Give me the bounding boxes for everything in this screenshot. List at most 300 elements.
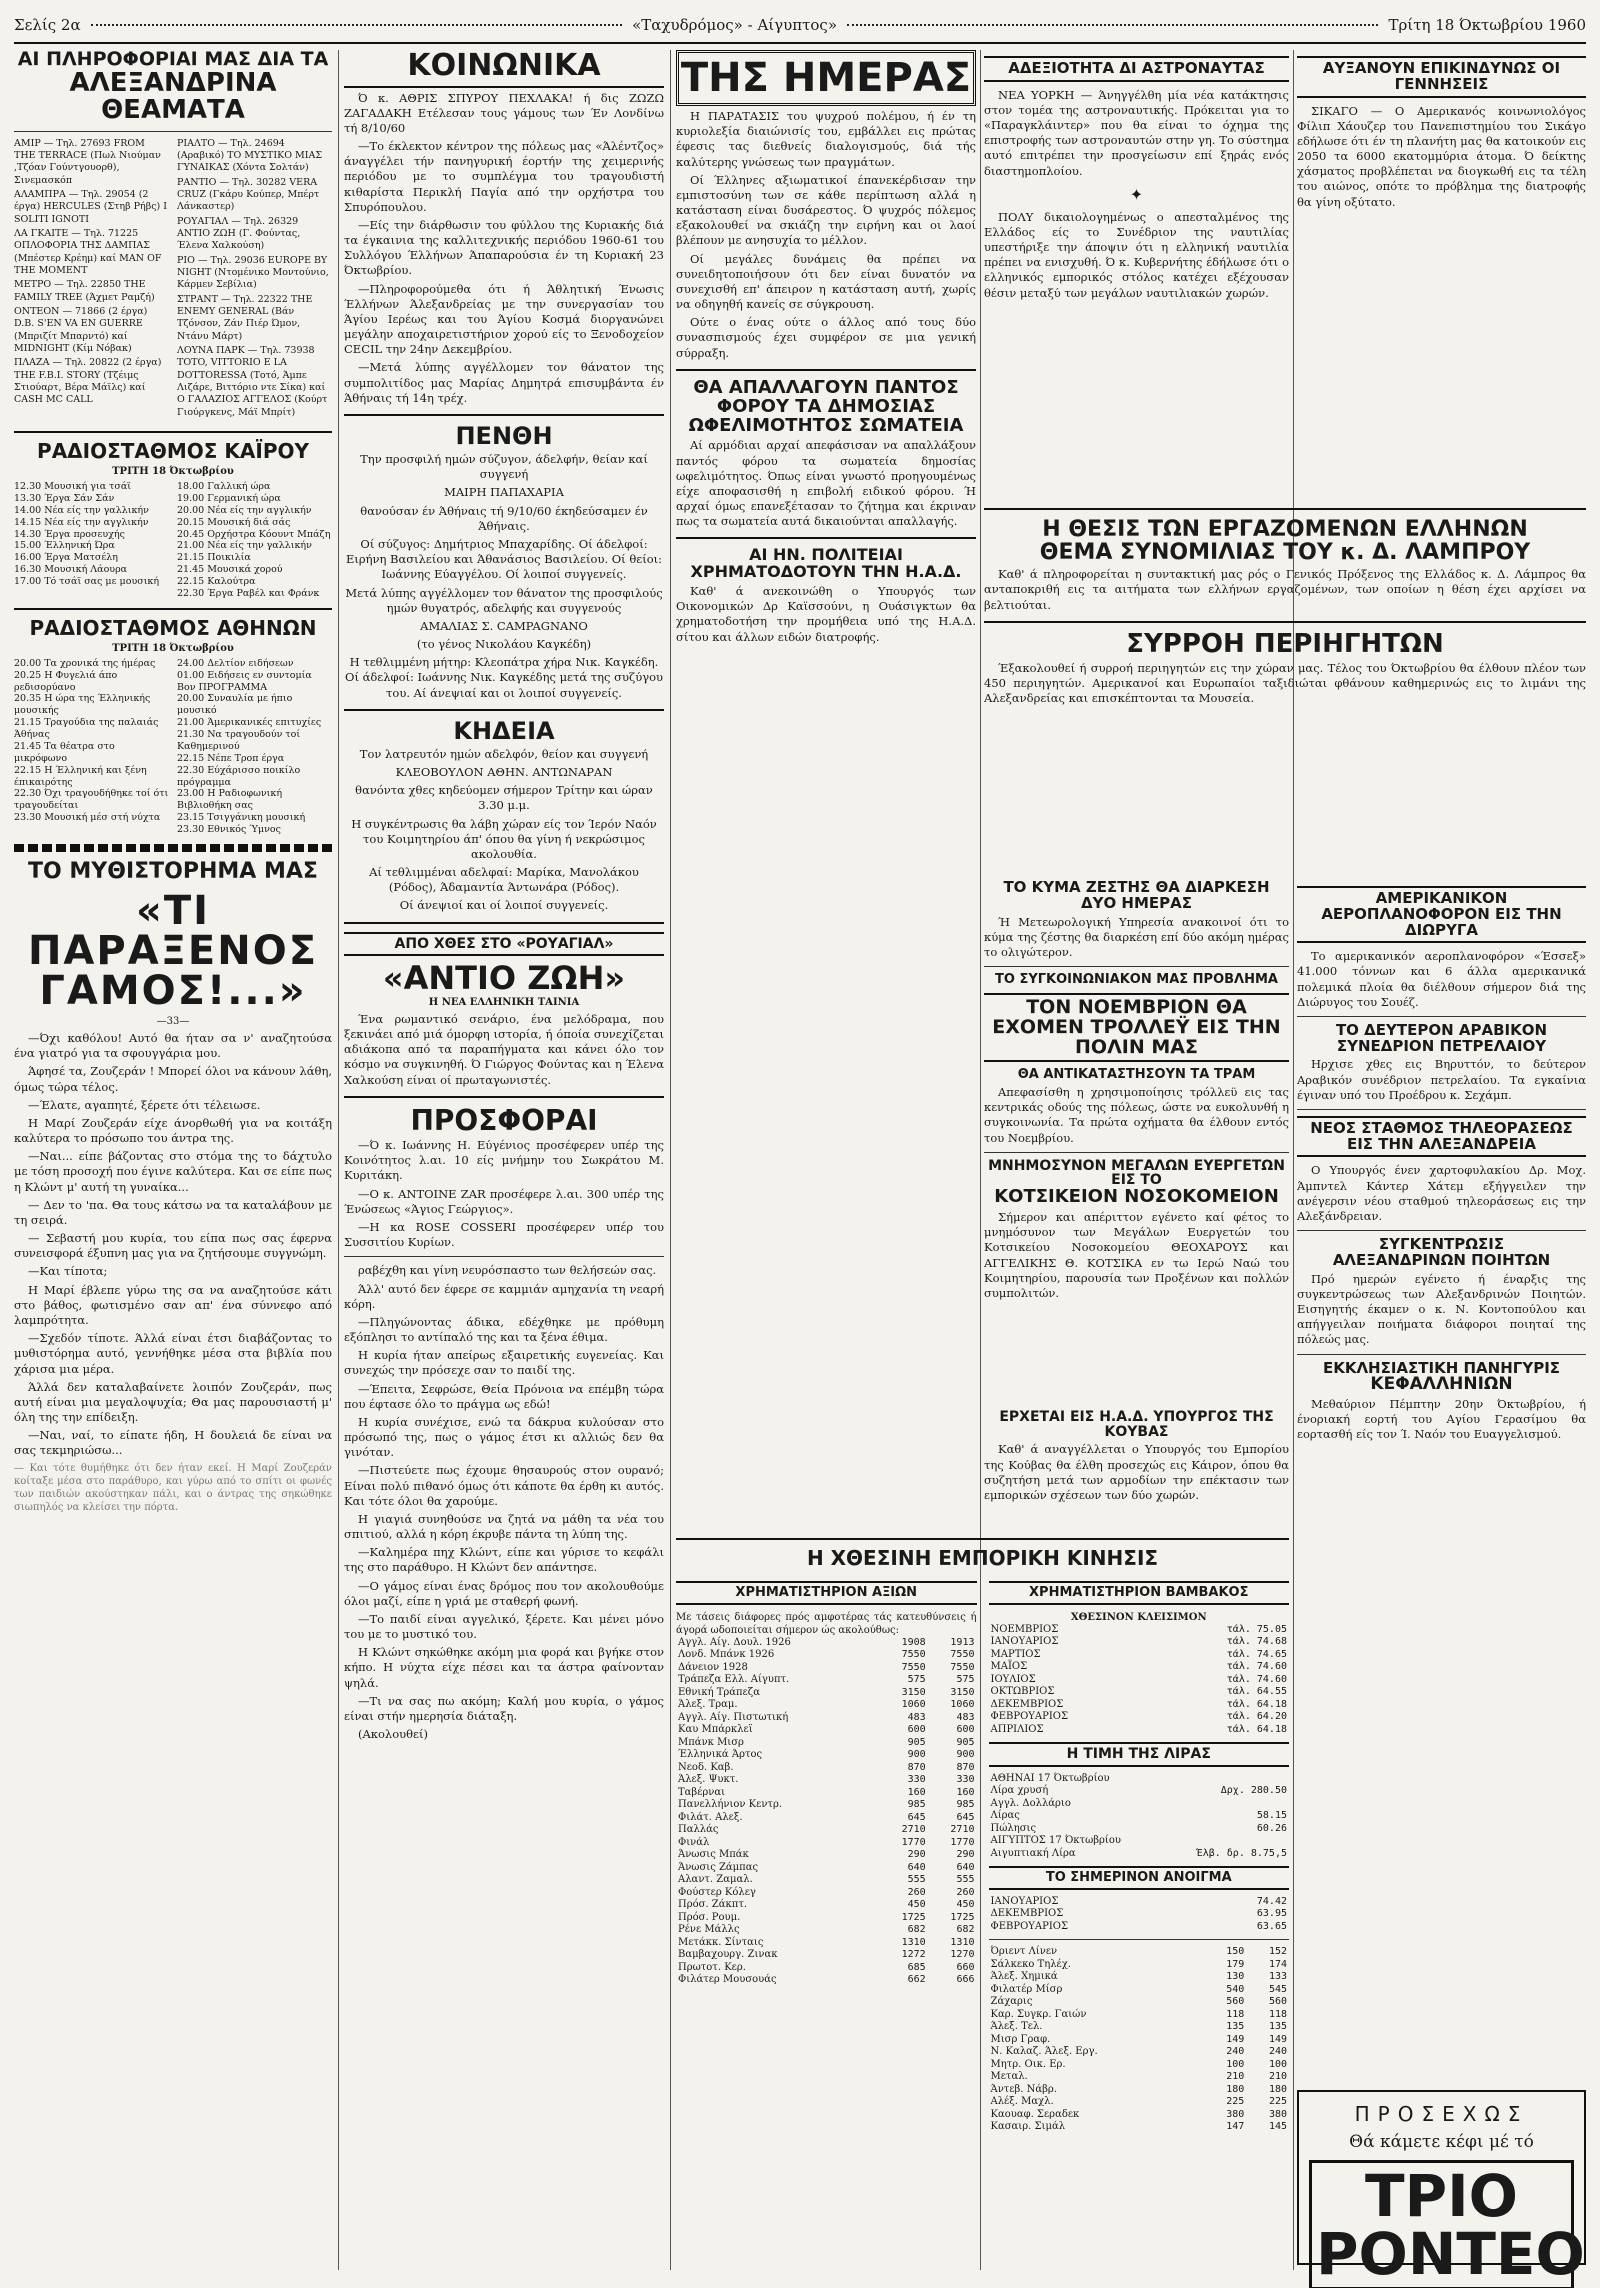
row-label: Καυ Μπάρκλεϊ	[678, 1724, 753, 1736]
row-value: 3150	[950, 1686, 975, 1698]
radio-program: 20.00 Νέα είς την αγγλικήν	[177, 504, 312, 516]
cotton-table	[989, 1624, 1290, 1737]
row-value: 682	[956, 1924, 975, 1936]
stock-row	[676, 1937, 977, 1950]
tourists-text: Έξακολουθεί ή συρροή περιηγητών εις την χώραν μας. Τέλος του Όκτωβρίου θα έλθουν πλέον των 450 περιηγητών. Αμερικανοί και Ευρωπαίοι ταξιδιώται φθάνουν καθημερινώς εις το λιμάνι της Αλεξανδρείας και επισκέπτονται τα Μουσεία.	[984, 661, 1586, 706]
social-note: —Πληροφορούμεθα ότι ή Άθλητική Ένωσις Έλλήνων Άλεξανδρείας με την συνεργασίαν του Άγίου Ιερέως και του Άγίου Κοσμά διοργανώνει μεγάλην αποχαιρετιστήριον χορού είς το Ξενοδοχείον CECIL την 24ην Δεκεμβρίου.	[344, 281, 664, 357]
row-value: 240	[1226, 2046, 1245, 2058]
mourning-line: ΑΜΑΛΙΑΣ Σ. CAMPAGNANO	[420, 618, 588, 633]
cotton-subtitle: ΧΘΕΣΙΝΟΝ ΚΛΕΙΣΙΜΟΝ	[1070, 1611, 1207, 1623]
novel-paragraph: —Σχεδόν τίποτε. Άλλά είναι έτσι διαβάζοντας το μυθιστόρημα αυτό, γεννήθηκε μέσα στα βιβλία που χάρισα μια μέρα.	[14, 1331, 332, 1376]
cotton-row	[989, 1636, 1290, 1649]
stock-row	[989, 2121, 1290, 2134]
theatre-entry: ΟΝΤΕΟΝ — 71866 (2 έργα) D.B. S'EN VA EN GUERRE (Μπριζίτ Μπαρντό) καί MIDNIGHT (Κίμ Νόβακ)	[14, 306, 148, 355]
lira-row	[989, 1823, 1290, 1836]
koinonika-body	[344, 91, 664, 406]
novel-paragraph: —Πληγώνοντας άδικα, εδέχθηκε με πρόθυμη εξόπλησι το αντίπαλό της και τα ξένα έθιμα.	[344, 1314, 664, 1345]
novel-paragraph: —Έπειτα, Σεφρώσε, Θεία Πρόνοια να επέμβη τώρα που έφτασε όλο το πράγμα ως εδώ!	[344, 1381, 664, 1411]
funeral-line: Η συγκέντρωσις θα λάβη χώραν είς τον Ίερόν Ναόν του Κοιμητηρίου άπ' όπου θα γίνη ή νεκρώσιμος ακολουθία.	[351, 816, 657, 861]
stock-row	[989, 2109, 1290, 2122]
stock-row	[676, 1974, 977, 1987]
row-value: 100	[1268, 2058, 1287, 2070]
opening-row	[989, 1921, 1290, 1934]
theatres-left	[14, 138, 169, 422]
cuba-text: Καθ' ά αναγγέλλεται ο Υπουργός του Εμπορίου της Κούβας θα έλθη προσεχώς εις Κάιρον, όπου θα συζητήση μετά των αρμοδίων την επέκτασιν των εμπορικών σχέσεων των δύο χωρών.	[984, 1442, 1289, 1502]
row-label: Αγγλ. Αίγ. Πιστωτική	[678, 1711, 789, 1723]
row-value: 666	[956, 1974, 975, 1986]
novel-paragraph: Η κυρία συνέχισε, ενώ τα δάκρυα κυλούσαν στο πρόσωπό της, πως ο γάμος έτσι κι αλλιώς δεν θα γινόταν.	[344, 1414, 664, 1460]
row-label: Παλλάς	[678, 1824, 719, 1836]
theatre-entry: ΑΜΙΡ — Τηλ. 27693 FROM THE TERRACE (Πωλ Νιούμαν ,Τζόαν Γούντγουορθ), Σινεμασκόπ	[14, 137, 161, 186]
radio-program: 24.00 Δελτίον ειδήσεων	[177, 657, 294, 669]
row-label: Φιλατέρ Μίσρ	[990, 1983, 1063, 1995]
tax-headline: ΘΑ ΑΠΑΛΛΑΓΟΥΝ ΠΑΝΤΟΣ ΦΟΡΟΥ ΤΑ ΔΗΜΟΣΙΑΣ ΩΦΕΛΙΜΟΤΗΤΟΣ ΣΩΜΑΤΕΙΑ	[688, 376, 964, 436]
row-label: Σάλκεκο Τηλέχ.	[990, 1958, 1071, 1970]
row-value: 905	[907, 1736, 926, 1748]
novel-paragraph: —Πιστεύετε πως έχουμε θησαυρούς στον ουρανό; Είναι πολύ πιθανό όμως ότι κάποτε θα έρθη κι αυτός. Και τότε όλοι θα χαρούμε.	[344, 1463, 664, 1508]
oil-headline: ΤΟ ΔΕΥΤΕΡΟΝ ΑΡΑΒΙΚΟΝ ΣΥΝΕΔΡΙΟΝ ΠΕΤΡΕΛΑΙΟΥ	[1335, 1020, 1548, 1055]
row-label: Άνωσις Μπάκ	[678, 1849, 749, 1861]
divider	[676, 537, 976, 539]
radio-program: 18.00 Γαλλική ώρα	[177, 481, 271, 493]
row-value: 575	[907, 1674, 926, 1686]
opening-row	[989, 1908, 1290, 1921]
row-value: 149	[1268, 2033, 1287, 2045]
novel-body	[14, 1031, 332, 1458]
mourning-line: Μετά λύπης αγγέλλομεν τον θάνατον της προσφιλούς ημών θυγατρός, αδελφής και συγγενούς	[345, 585, 663, 615]
film-subtitle: Η ΝΕΑ ΕΛΛΗΝΙΚΗ ΤΑΙΝΙΑ	[428, 996, 580, 1008]
stock-row	[989, 2096, 1290, 2109]
row-label: Όριεντ Λίνεν	[990, 1946, 1058, 1958]
theatre-entry: ΜΕΤΡΟ — Τηλ. 22850 THE FAMILY TREE (Άχμετ Ραμζή)	[14, 279, 155, 303]
social-note: —Μετά λύπης αγγέλλομεν τον θάνατον της συμπολιτίδος μας Μαρίας Δημητρά επισυμβάντα έν Άθήναις τή 14η τρέχ.	[344, 360, 664, 405]
radio-cairo-date: ΤΡΙΤΗ 18 Όκτωβρίου	[112, 466, 234, 478]
novel-paragraph: —Ναι, ναί, το είπατε ήδη, Η δουλειά δε είναι να σας τεκμηριώσω...	[14, 1428, 332, 1458]
row-value: 450	[907, 1899, 926, 1911]
carrier-headline: ΑΜΕΡΙΚΑΝΙΚΟΝ ΑΕΡΟΠΛΑΝΟΦΟΡΟΝ ΕΙΣ ΤΗΝ ΔΙΩΡΥΓΑ	[1297, 886, 1586, 943]
row-label: Πρωτοτ. Κερ.	[678, 1961, 746, 1973]
row-label: ΙΑΝΟΥΑΡΙΟΣ	[990, 1895, 1059, 1907]
row-value: 7550	[901, 1661, 926, 1673]
stock-row	[676, 1724, 977, 1737]
radio-program: 16.30 Μουσική Λάουρα	[14, 564, 128, 576]
row-value: τάλ. 64.18	[1226, 1723, 1287, 1735]
row-value: 7550	[950, 1661, 975, 1673]
row-value: 560	[1268, 1996, 1287, 2008]
row-label: Φούστερ Κόλεγ	[678, 1886, 756, 1898]
opening-table	[989, 1896, 1290, 1934]
births-headline: ΑΥΞΑΝΟΥΝ ΕΠΙΚΙΝΔΥΝΩΣ ΟΙ ΓΕΝΝΗΣΕΙΣ	[1297, 56, 1586, 98]
tram-text: Απεφασίσθη η χρησιμοποίησις τρόλλεϋ εις τας κεντρικάς οδούς της πόλεως, ώστε να ευκολυνθή η συγκοινωνία. Τα πρώτα οχήματα θα έλθουν εντός του Νοεμβρίου.	[984, 1085, 1289, 1145]
row-label: Μπάνκ Μισρ	[678, 1736, 744, 1748]
radio-program: 12.30 Μουσική για τσάϊ	[14, 481, 132, 493]
stock-row	[989, 1946, 1290, 1959]
row-value: 483	[956, 1711, 975, 1723]
cotton-row	[989, 1699, 1290, 1712]
mourning-line: (το γένος Νικολάου Καγκέδη)	[416, 637, 592, 652]
memorial-headline-1: ΜΝΗΜΟΣΥΝΟΝ ΜΕΓΑΛΩΝ ΕΥΕΡΓΕΤΩΝ ΕΙΣ ΤΟ	[988, 1157, 1285, 1189]
divider	[984, 1152, 1289, 1153]
radio-program: 22.15 Νέπε Τροπ έργα	[177, 752, 285, 764]
radio-program: 22.30 Εύχάρισσο ποικίλο πρόγραμμα	[177, 764, 301, 788]
editorial-title: ΤΗΣ ΗΜΕΡΑΣ	[676, 50, 976, 106]
divider	[344, 709, 664, 711]
radio-program: 15.00 Έλληνική Ώρα	[14, 540, 115, 552]
row-label: Ν. Καλαζ. Άλεξ. Εργ.	[990, 2046, 1098, 2058]
mourning-line: Οί σύζυγος: Δημήτριος Μπαχαρίδης. Οί άδελφοί: Ειρήνη Βασιλείου και Άθανάσιος Βασιλείου. Οί θείοι: Ιωάννης Εύαγγέλου. Οί λοιποί συγγενείς.	[345, 536, 663, 582]
row-label: ΟΚΤΩΒΡΙΟΣ	[990, 1686, 1055, 1698]
novel-paragraph: Άφησέ τα, Ζουζεράν ! Μπορεί όλοι να κάνουν λάθη, όμως τώρα τέλος.	[14, 1064, 332, 1094]
lira-row	[989, 1848, 1290, 1861]
stock-row	[676, 1687, 977, 1700]
stock-row	[989, 2021, 1290, 2034]
row-label: Δάνειον 1928	[678, 1661, 748, 1673]
row-label: Φιλάτερ Μουσουάς	[678, 1974, 777, 1986]
column-5	[1297, 50, 1586, 490]
kideia-title: ΚΗΔΕΙΑ	[453, 716, 555, 745]
row-value: 290	[907, 1849, 926, 1861]
row-value: 662	[907, 1974, 926, 1986]
row-value: 3150	[901, 1686, 926, 1698]
column-3	[676, 50, 976, 648]
row-value: 985	[956, 1799, 975, 1811]
row-value: 985	[907, 1799, 926, 1811]
divider	[676, 369, 976, 371]
donation-note: —Ο κ. ANTOINE ZAR προσέφερε λ.αι. 300 υπέρ της Ένώσεως «Άγιος Γεώργιος».	[344, 1186, 664, 1216]
stock-row	[676, 1774, 977, 1787]
cuba-headline: ΕΡΧΕΤΑΙ ΕΙΣ Η.Α.Δ. ΥΠΟΥΡΓΟΣ ΤΗΣ ΚΟΥΒΑΣ	[999, 1410, 1274, 1440]
funeral-line: ΚΛΕΟΒΟΥΛΟΝ ΑΘΗΝ. ΑΝΤΩΝΑΡΑΝ	[395, 765, 613, 780]
row-value: 870	[907, 1761, 926, 1773]
prosfores-title: ΠΡΟΣΦΟΡΑΙ	[410, 1103, 598, 1137]
radio-program: 20.15 Μουσική διά σάς	[177, 516, 291, 528]
stock-row	[989, 2059, 1290, 2072]
opening-row	[989, 1896, 1290, 1909]
row-value: τάλ. 74.60	[1226, 1673, 1287, 1685]
radio-program: 22.30 Έργα Ραβέλ και Φράνκ	[177, 587, 320, 599]
column-separator	[670, 50, 671, 2270]
theatres-kicker: ΑΙ ΠΛΗΡΟΦΟΡΙΑΙ ΜΑΣ ΔΙΑ ΤΑ	[17, 50, 329, 70]
row-label: Ταβέρναι	[678, 1786, 726, 1798]
stocks-title: ΧΡΗΜΑΤΙΣΤΗΡΙΟΝ ΑΞΙΩΝ	[676, 1581, 977, 1605]
row-label: Ζάχαρις	[990, 1996, 1033, 2008]
funeral-line: Αί τεθλιμμέναι αδελφαί: Μαρίκα, Μανολάκου (Ρόδος), Άδαμαντία Άντωνάρα (Ρόδος).	[369, 865, 639, 895]
row-label: ΦΕΒΡΟΥΑΡΙΟΣ	[990, 1711, 1069, 1723]
row-value: 1725	[950, 1911, 975, 1923]
novel-paragraph: — Σεβαστή μου κυρία, του είπα πως σας έφερνα συνεισφορά έξυπνη μας για να ζητήσουμε συγγνώμη.	[14, 1231, 332, 1261]
theatre-entry: ΡΑΝΤΙΟ — Τηλ. 30282 VERA CRUZ (Γκάρυ Κούπερ, Μπέρτ Λάνκαστερ)	[177, 176, 320, 213]
row-value: 540	[1226, 1983, 1245, 1995]
church-headline-2: ΚΕΦΑΛΛΗΝΙΩΝ	[1370, 1374, 1513, 1395]
row-label: Άλεξ. Τελ.	[990, 2021, 1043, 2033]
row-label: ΜΑΡΤΙΟΣ	[990, 1648, 1041, 1660]
radio-program: 19.00 Γερμανική ώρα	[177, 492, 281, 504]
penthi-title: ΠΕΝΘΗ	[455, 421, 553, 450]
koinonika-title: ΚΟΙΝΩΝΙΚΑ	[344, 50, 664, 88]
workers-section	[984, 500, 1586, 870]
lira-title: Η ΤΙΜΗ ΤΗΣ ΛΙΡΑΣ	[989, 1742, 1290, 1767]
row-label: Λίρα χρυσή	[990, 1785, 1049, 1797]
radio-program: 20.25 Η Φυγελιά άπο ρεδισορύανο	[14, 669, 118, 693]
row-label: Μεταλ.	[990, 2071, 1028, 2083]
radio-program: 21.00 Νέα είς την γαλλικήν	[177, 540, 312, 552]
stock-row	[676, 1762, 977, 1775]
stock-row	[676, 1674, 977, 1687]
astronaut-text: ΝΕΑ ΥΟΡΚΗ — Άνηγγέλθη μία νέα κατάκτησις στον τομέα της αστροναυτικής. Πρόκειται για το «Παραγκλάιντερ» που θα είναι το όχημα της επιστροφής των αστροναυτών στην γη. Το σύστημα αυτό επιτρέπει την προσγείωσιν επί ξηράς ενός διαστημοπλοίου.	[984, 87, 1289, 178]
penthi-body	[344, 452, 664, 701]
row-value: 560	[1226, 1996, 1245, 2008]
stock-row	[676, 1699, 977, 1712]
novel-paragraph: — Δεν το 'πα. Θα τους κάτσω να τα καταλάβουν με τη σειρά.	[14, 1197, 332, 1227]
divider	[989, 1939, 1290, 1940]
row-value: 1060	[950, 1699, 975, 1711]
shipping-text: ΠΟΛΥ δικαιολογημένως ο απεσταλμένος της Ελλάδος είς το Συνέδριον της ναυτιλίας υπεστήριξε την άποψιν ότι η ελληνική ναυτιλία πρέπει να ενισχυθή. Ό κ. Κυβερνήτης έδήλωσε ότι ο ελληνικός εμπορικός στόλος κατέχει εξέχουσαν θέσιν μεταξύ των μεγάλων ναυτιλιακών χωρών.	[984, 209, 1289, 300]
divider	[344, 414, 664, 416]
donation-note: —Η κα ROSE COSSERI προσέφερεν υπέρ του Συσσιτίου Κυρίων.	[344, 1220, 664, 1250]
stocks-column	[676, 1575, 977, 2134]
radio-program: Βον ΠΡΟΓΡΑΜΜΑ	[177, 681, 268, 693]
novel-paragraph: Άλλ' αυτό δεν έφερε σε καμμιάν αμηχανία τη νεαρή κόρη.	[344, 1281, 664, 1311]
divider	[14, 608, 332, 610]
kideia-body	[344, 747, 664, 914]
divider	[1297, 1230, 1586, 1231]
theatre-entry: ΡΙΑΛΤΟ — Τηλ. 24694 (Αραβικό) ΤΟ ΜΥΣΤΙΚΟ ΜΙΑΣ ΓΥΝΑΙΚΑΣ (Χόντα Σολτάν)	[177, 137, 323, 174]
prosfores-body	[344, 1138, 664, 1250]
row-value: 225	[1268, 2096, 1287, 2108]
radio-cairo-right	[177, 481, 332, 600]
row-value: τάλ. 74.60	[1226, 1661, 1287, 1673]
row-value: 147	[1226, 2121, 1245, 2133]
novel-paragraph: Η κυρία ήταν απείρως εξαιρετικής ευγενείας. Και συνεχώς την πρόσεχε σαν το παιδί της.	[344, 1348, 664, 1378]
radio-program: 21.30 Να τραγουδούν τοί Καθημερινού	[177, 729, 301, 752]
radio-cairo-left	[14, 481, 169, 600]
editorial-paragraph: Οί μεγάλες δυνάμεις θα πρέπει να συνειδητοποιήσουν ότι δεν είναι δυνατόν να συνεχισθή επ' άπειρον η κατάσταση αυτή, χωρίς να οδηγηθή κανείς σε σύγκρουση.	[676, 251, 976, 312]
funeral-line: θανόντα χθες κηδεύομεν σήμερον Τρίτην και ώραν 3.30 μ.μ.	[355, 783, 653, 813]
radio-program: 23.15 Τσιγγάνικη μουσική	[177, 812, 306, 824]
radio-program: 22.15 Η Έλληνική και ξένη έπικαιρότης	[14, 764, 147, 788]
row-value: 260	[907, 1886, 926, 1898]
row-value: 180	[1226, 2083, 1245, 2095]
row-value: 7550	[901, 1649, 926, 1661]
novel-paragraph: —Ο γάμος είναι ένας δρόμος που τον ακολουθούμε όλοι μαζί, είπε η γριά με σταθερή φωνή.	[344, 1578, 664, 1608]
row-value: 900	[956, 1749, 975, 1761]
row-value: 179	[1226, 1958, 1245, 1970]
row-value: 640	[956, 1861, 975, 1873]
novel-paragraph: Άλλά δεν καταλαβαίνετε λοιπόν Ζουζεράν, πως αυτή είναι μια μεγαλοψυχία; Θα μας παρουσιαστή μ' όλη της την επίδειξη.	[14, 1379, 332, 1425]
donation-note: —Ό κ. Ιωάννης Η. Εύγένιος προσέφερεν υπέρ της Κοινότητος λ.αι. 10 είς μνήμην του Σωκράτου Μ. Κυριτάκη.	[344, 1138, 664, 1183]
row-value: 100	[1226, 2058, 1245, 2070]
row-value: 1060	[901, 1699, 926, 1711]
radio-program: 23.30 Μουσική μέσ στή νύχτα	[14, 812, 161, 824]
tram-headline-2: ΤΟΝ ΝΟΕΜΒΡΙΟΝ ΘΑ ΕΧΟΜΕΝ ΤΡΟΛΛΕΫ ΕΙΣ ΤΗΝ ΠΟΛΙΝ ΜΑΣ	[984, 993, 1289, 1063]
tram-headline-3: ΘΑ ΑΝΤΙΚΑΤΑΣΤΗΣΟΥΝ ΤΑ ΤΡΑΜ	[1017, 1067, 1256, 1083]
divider	[984, 508, 1586, 510]
mourning-line: Την προσφιλή ημών σύζυγον, άδελφήν, θείαν καί συγγενή	[360, 452, 648, 482]
row-label: Πώλησις	[990, 1822, 1037, 1834]
stock-row	[989, 2009, 1290, 2022]
workers-headline-2: ΘΕΜΑ ΣΥΝΟΜΙΛΙΑΣ ΤΟΥ κ. Δ. ΛΑΜΠΡΟΥ	[1039, 540, 1531, 566]
row-label: Μετάκκ. Σίνταις	[678, 1936, 764, 1948]
mourning-line: θανούσαν έν Άθήναις τή 9/10/60 έκηδεύσαμεν έν Άθήναις.	[360, 503, 648, 533]
radio-athens-left	[14, 658, 169, 836]
radio-athens-right	[177, 658, 332, 836]
social-note: —Το έκλεκτον κέντρον της πόλεως μας «Άλέντζος» άναγγέλει τήν πανηγυρική έορτήν της χειμερινής περιόδου με το συμπλέγμα του τραγουδιστή κιθαρίστα Περικλή Παγία από την ορχήστρα του Σπυρόπουλου.	[344, 139, 664, 214]
editorial-body	[676, 109, 976, 361]
issue-date: Τρίτη 18 Όκτωβρίου 1960	[1388, 16, 1586, 34]
row-value: 180	[1268, 2083, 1287, 2095]
cotton-column	[989, 1575, 1290, 2134]
row-label: Καρ. Συγκρ. Γαιών	[990, 2008, 1087, 2020]
radio-athens-schedule	[14, 658, 332, 836]
radio-program: 14.30 Έργα προσευχής	[14, 528, 125, 540]
novel-paragraph: Η Κλώντ σηκώθηκε ακόμη μια φορά και βγήκε στον κήπο. Η νύχτα είχε πέσει και τα άστρα φαίνονταν ψηλά.	[344, 1645, 664, 1690]
ad-line-2: Θά κάμετε κέφι μέ τό	[1349, 2132, 1534, 2152]
lira-row	[989, 1810, 1290, 1823]
row-value: 118	[1268, 2008, 1287, 2020]
stock-row	[676, 1874, 977, 1887]
cotton-row	[989, 1711, 1290, 1724]
row-label: Εθνική Τράπεζα	[678, 1686, 760, 1698]
church-text: Μεθαύριον Πέμπτην 20ην Όκτωβρίου, ή ένοριακή εορτή του Αγίου Γερασίμου θα εορτασθή είς τον Ί. Ναόν του Ευαγγελισμού.	[1297, 1397, 1586, 1442]
radio-program: 23.00 Η Ραδιοφωνική Βιβλιοθήκη σας	[177, 788, 283, 812]
row-label: Αλαντ. Ζαμαλ.	[678, 1874, 753, 1886]
novel-paragraph: Η Μαρί Ζουζεράν είχε άνορθωθή για να κοιτάξη καλύτερα το πρόσωπο του άντρα της.	[14, 1115, 332, 1146]
row-label: Νεοδ. Καβ.	[678, 1761, 734, 1773]
row-value: 645	[956, 1811, 975, 1823]
row-value: τάλ. 64.55	[1226, 1686, 1287, 1698]
novel-paragraph: —Έλατε, αγαπητέ, ξέρετε ότι τέλειωσε.	[28, 1097, 261, 1112]
stock-row	[676, 1637, 977, 1650]
row-label: Αγγλ. Δολλάριο	[990, 1797, 1071, 1809]
novel-paragraph: —Όχι καθόλου! Αυτό θα ήταν σα ν' αναζητούσα ένα γιατρό για τα σφουγγάρια μου.	[14, 1031, 332, 1061]
theatre-entry: ΠΛΑΖΑ — Τηλ. 20822 (2 έργα) THE F.B.I. STORY (Τζέιμς Στιούαρτ, Βέρα Μάϊλς) καί CASH MC CALL	[14, 357, 162, 406]
row-value: 63.95	[1256, 1908, 1287, 1920]
row-value: 210	[1268, 2071, 1287, 2083]
church-headline-1: ΕΚΚΛΗΣΙΑΣΤΙΚΗ ΠΑΝΗΓΥΡΙΣ	[1322, 1358, 1561, 1377]
divider	[344, 1256, 664, 1257]
radio-program: 22.30 Όχι τραγουδήθηκε τοί ότι τραγουδείται	[14, 788, 169, 812]
divider	[344, 1096, 664, 1098]
astronaut-headline: ΑΔΕΞΙΟΤΗΤΑ ΔΙ ΑΣΤΡΟΝΑΥΤΑΣ	[984, 56, 1289, 82]
row-label: Μισρ Γραφ.	[990, 2033, 1051, 2045]
radio-program: 20.45 Ορχήστρα Κόουντ Μπάζη	[177, 528, 331, 540]
radio-program: 13.30 Έργα Σάν Σάν	[14, 492, 115, 504]
usa-text: Καθ' ά ανεκοινώθη ο Υπουργός των Οικονομικών Δρ Καϊσσούνι, η Ουάσιγκτων θα χρηματοδοτήση την προμήθεια υπό της Η.Α.Δ. σίτου και άλλων ειδών διατροφής.	[676, 584, 976, 644]
row-value: 545	[1268, 1983, 1287, 1995]
row-value: 330	[907, 1774, 926, 1786]
workers-text: Καθ' ά πληροφορείται η συντακτική μας ρός ο Γενικός Πρόξενος της Ελλάδος κ. Δ. Λάμπρος θα ανταποκριθή εις τα αιτήματα των ελλήνων εργαζομένων, των οποίων η θέση έχει αρχίσει να βελτιούται.	[984, 567, 1586, 612]
row-label: ΜΑΪΟΣ	[990, 1661, 1028, 1673]
cotton-title: ΧΡΗΜΑΤΙΣΤΗΡΙΟΝ ΒΑΜΒΑΚΟΣ	[989, 1581, 1290, 1605]
theatre-entry: ΛΟΥΝΑ ΠΑΡΚ — Τηλ. 73938 TOTO, VITTORIO E LA DOTTORESSA (Τοτό, Άμπε Λιζάρε, Βιττόριο ντε Σίκα) καί Ο ΓΑΛΑΖΙΟΣ ΑΓΓΕΛΟΣ (Κούρτ Γιούργκενς, Μάϊ Μπρίτ)	[177, 345, 328, 418]
row-value: 210	[1226, 2071, 1245, 2083]
column-separator	[1293, 50, 1294, 2270]
oil-text: Ηρχισε χθες εις Βηρυττόν, το δεύτερον Αραβικόν συνέδριον πετρελαίου. Τα εγκαίνια έγιναν υπό του Προέδρου κ. Σεχάμπ.	[1297, 1057, 1586, 1102]
row-value: 160	[956, 1786, 975, 1798]
theatre-entry: ΡΟΥΑΓΙΑΛ — Τηλ. 26329 ΑΝΤΙΟ ΖΩΗ (Γ. Φούντας, Έλενα Χαλκούση)	[177, 215, 301, 252]
cotton-row	[989, 1724, 1290, 1737]
column-1	[14, 50, 332, 1514]
radio-program: 22.15 Καλούτρα	[177, 576, 256, 588]
divider	[14, 431, 332, 433]
radio-program: 23.30 Εθνικός Ύμνος	[177, 824, 281, 836]
radio-cairo-title: ΡΑΔΙΟΣΤΑΘΜΟΣ ΚΑΪΡΟΥ	[37, 439, 309, 464]
theatres-right	[177, 138, 332, 422]
radio-program: 17.00 Τό τσάϊ σας με μουσική	[14, 576, 160, 588]
theatre-entry: ΑΛΑΜΠΡΑ — Τηλ. 29054 (2 έργα) HERCULES (Στηβ Ρήβς) I SOLITI IGNOTI	[14, 188, 168, 225]
row-value: 63.65	[1256, 1920, 1287, 1932]
mourning-line: Η τεθλιμμένη μήτηρ: Κλεοπάτρα χήρα Νικ. Καγκέδη. Οί άδελφοί: Ιωάννης Νικ. Καγκέδης μετά της συζύγου του. Αί άνεψιαί και οι λοιποί συγγενείς.	[345, 655, 663, 700]
row-value: 1770	[950, 1836, 975, 1848]
row-value: 682	[907, 1924, 926, 1936]
row-value: 174	[1268, 1958, 1287, 1970]
births-text: ΣΙΚΑΓΟ — Ο Αμερικανός κοινωνιολόγος Φίλιπ Χάουζερ του Πανεπιστημίου του Σικάγο εδήλωσε ότι έν τη πλανήτη μας θα κατοικούν εις 2050 τα 6000 εκατομμύρια άτομα. Ό δείκτης χάσματος προβλέπεται να διογκωθή εις τα τέλη του αιώνος, οπότε το πρόβλημα της διατροφής θα γίνη οξύτατο.	[1297, 103, 1586, 209]
row-label: Λονδ. Μπάνκ 1926	[678, 1649, 775, 1661]
usa-headline: ΑΙ ΗΝ. ΠΟΛΙΤΕΙΑΙ ΧΡΗΜΑΤΟΔΟΤΟΥΝ ΤΗΝ Η.Α.Δ.	[690, 545, 962, 582]
memorial-headline-2: ΚΟΤΣΙΚΕΙΟΝ ΝΟΣΟΚΟΜΕΙΟΝ	[994, 1186, 1279, 1208]
novel-episode: —33—	[156, 1016, 190, 1028]
stocks-table	[676, 1637, 977, 1987]
row-value: 7550	[950, 1649, 975, 1661]
workers-headline-1: Η ΘΕΣΙΣ ΤΩΝ ΕΡΓΑΖΟΜΕΝΩΝ ΕΛΛΗΝΩΝ	[1042, 517, 1528, 542]
radio-program: 20.00 Τα χρονικά της ήμέρας	[14, 657, 156, 669]
lira-row	[989, 1785, 1290, 1798]
row-value: 555	[956, 1874, 975, 1886]
markets-title: Η ΧΘΕΣΙΝΗ ΕΜΠΟΡΙΚΗ ΚΙΝΗΣΙΣ	[806, 1546, 1159, 1570]
stock-row	[676, 1824, 977, 1837]
row-value: 74.42	[1256, 1895, 1287, 1907]
tv-headline: ΝΕΟΣ ΣΤΑΘΜΟΣ ΤΗΛΕΟΡΑΣΕΩΣ ΕΙΣ ΤΗΝ ΑΛΕΞΑΝΔΡΕΙΑ	[1297, 1116, 1586, 1158]
row-value: Έλβ. δρ. 8.75,5	[1196, 1847, 1287, 1859]
cotton-row	[989, 1686, 1290, 1699]
stock-row	[676, 1887, 977, 1900]
row-label: ΝΟΕΜΒΡΙΟΣ	[990, 1623, 1059, 1635]
stock-row	[676, 1912, 977, 1925]
divider	[1297, 1016, 1586, 1017]
misc-stocks-table	[989, 1946, 1290, 2134]
row-value	[1165, 1773, 1289, 1786]
tax-text: Αί αρμόδιαι αρχαί απεφάσισαν να απαλλάξουν παντός φόρου τα σωματεία δημοσίας ωφελιμότητος. Όπως είναι γνωστό προηγουμένως είχε αποφασισθή η επιβολή ειδικού φόρου. Ή αρχαί όμως επανεξέτασαν το ζήτημα και έκριναν πως τα σωματεία αυτά δικαιούνται απαλλαγής.	[676, 438, 976, 529]
row-label: Πανελλήνιον Κεντρ.	[678, 1799, 782, 1811]
stock-row	[989, 2084, 1290, 2097]
decorative-bar	[14, 844, 332, 852]
stock-row	[989, 1971, 1290, 1984]
row-label: ΙΟΥΛΙΟΣ	[990, 1673, 1036, 1685]
markets-grid	[676, 1575, 1289, 2134]
row-label: Φινάλ	[678, 1836, 710, 1848]
ad-line-3: ΤΡΙΟ ΡΟΝΤΕΟ	[1309, 2160, 1574, 2288]
stock-row	[989, 1984, 1290, 1997]
novel-title: «ΤΙ ΠΑΡΑΞΕΝΟΣ ΓΑΜΟΣ!...»	[27, 888, 319, 1015]
stock-row	[676, 1962, 977, 1975]
radio-program: 21.15 Τραγούδια της παλαιάς Άθήνας	[14, 717, 159, 741]
row-value: 1725	[901, 1911, 926, 1923]
row-label: ΑΘΗΝΑΙ 17 Όκτωβρίου	[990, 1772, 1110, 1784]
radio-program: 20.35 Η ώρα της Έλληνικής μουσικής	[14, 693, 151, 717]
row-value: 133	[1268, 1971, 1287, 1983]
radio-program: 21.15 Ποικιλία	[177, 552, 251, 564]
novel-kicker: ΤΟ ΜΥΘΙΣΤΟΡΗΜΑ ΜΑΣ	[28, 858, 318, 884]
row-value: 905	[956, 1736, 975, 1748]
markets-section	[676, 1530, 1289, 2275]
row-label: Αιγυπτιακή Λίρα	[990, 1847, 1076, 1859]
row-value	[1165, 1798, 1289, 1811]
divider	[1297, 1354, 1586, 1355]
column-4-lower	[984, 880, 1289, 1400]
poets-headline-2: ΑΛΕΞΑΝΔΡΙΝΩΝ ΠΟΙΗΤΩΝ	[1332, 1250, 1551, 1269]
cotton-row	[989, 1624, 1290, 1637]
row-value: 483	[907, 1711, 926, 1723]
